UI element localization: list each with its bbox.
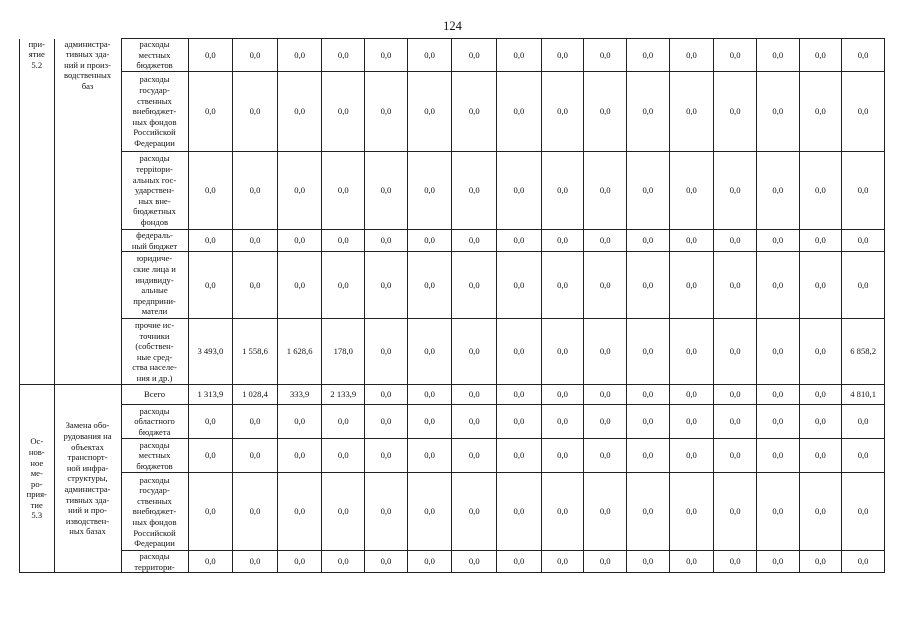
funding-source-label: расходы государ- ственных внебюджет- ных фондов Российской Федерации bbox=[132, 474, 177, 549]
value-cell: 0,0 bbox=[714, 72, 757, 152]
value-cell: 1 628,6 bbox=[277, 319, 322, 385]
value-cell: 0,0 bbox=[541, 319, 584, 385]
value-cell: 0,0 bbox=[452, 39, 497, 72]
funding-source-label: федераль- ный бюджет bbox=[131, 230, 178, 251]
section-description: Замена обо- рудования на объектах транспорт- ной инфра- структуры, администра- тивных зда- ний и про- изводствен- ных базах bbox=[54, 385, 121, 573]
value-cell: 0,0 bbox=[407, 39, 452, 72]
value-cell: 0,0 bbox=[714, 230, 757, 252]
value-cell: 0,0 bbox=[627, 385, 670, 405]
value-cell: 0,0 bbox=[233, 439, 278, 473]
funding-source-label: Всего bbox=[143, 389, 166, 400]
budget-table bbox=[19, 38, 885, 573]
value-cell: 333,9 bbox=[277, 385, 322, 405]
value-cell: 0,0 bbox=[584, 551, 627, 573]
value-cell: 0,0 bbox=[714, 39, 757, 72]
value-cell: 1 313,9 bbox=[188, 385, 233, 405]
value-cell: 0,0 bbox=[799, 405, 842, 439]
value-cell: 0,0 bbox=[407, 385, 452, 405]
value-cell: 0,0 bbox=[365, 152, 408, 230]
value-cell: 178,0 bbox=[322, 319, 365, 385]
value-cell: 0,0 bbox=[842, 439, 885, 473]
funding-source bbox=[121, 473, 188, 551]
value-cell: 0,0 bbox=[799, 252, 842, 319]
table-row bbox=[20, 230, 885, 252]
value-cell: 0,0 bbox=[365, 72, 408, 152]
value-cell: 0,0 bbox=[365, 230, 408, 252]
value-cell: 0,0 bbox=[322, 152, 365, 230]
value-cell: 0,0 bbox=[799, 439, 842, 473]
value-cell: 0,0 bbox=[407, 439, 452, 473]
value-cell: 0,0 bbox=[365, 473, 408, 551]
value-cell: 0,0 bbox=[842, 230, 885, 252]
value-cell: 0,0 bbox=[497, 319, 542, 385]
value-cell: 0,0 bbox=[541, 230, 584, 252]
value-cell: 0,0 bbox=[277, 439, 322, 473]
value-cell: 0,0 bbox=[188, 39, 233, 72]
value-cell: 0,0 bbox=[407, 72, 452, 152]
value-cell: 0,0 bbox=[584, 385, 627, 405]
value-cell: 1 558,6 bbox=[233, 319, 278, 385]
value-cell: 0,0 bbox=[627, 439, 670, 473]
value-cell: 0,0 bbox=[714, 473, 757, 551]
value-cell: 0,0 bbox=[627, 405, 670, 439]
value-cell: 0,0 bbox=[584, 152, 627, 230]
value-cell: 0,0 bbox=[452, 72, 497, 152]
value-cell: 0,0 bbox=[365, 385, 408, 405]
value-cell: 0,0 bbox=[407, 252, 452, 319]
value-cell: 0,0 bbox=[627, 72, 670, 152]
value-cell: 0,0 bbox=[407, 230, 452, 252]
value-cell: 0,0 bbox=[452, 473, 497, 551]
value-cell: 0,0 bbox=[188, 252, 233, 319]
table-row bbox=[20, 72, 885, 152]
value-cell: 0,0 bbox=[365, 39, 408, 72]
value-cell: 0,0 bbox=[365, 405, 408, 439]
value-cell: 0,0 bbox=[233, 72, 278, 152]
value-cell: 0,0 bbox=[188, 230, 233, 252]
value-cell: 0,0 bbox=[714, 551, 757, 573]
value-cell: 0,0 bbox=[584, 39, 627, 72]
value-cell: 0,0 bbox=[322, 230, 365, 252]
value-cell: 0,0 bbox=[799, 319, 842, 385]
value-cell: 0,0 bbox=[627, 252, 670, 319]
value-cell: 0,0 bbox=[233, 551, 278, 573]
table-row bbox=[20, 405, 885, 439]
value-cell: 2 133,9 bbox=[322, 385, 365, 405]
value-cell: 0,0 bbox=[627, 230, 670, 252]
value-cell: 4 810,1 bbox=[842, 385, 885, 405]
value-cell: 0,0 bbox=[452, 152, 497, 230]
value-cell: 0,0 bbox=[842, 405, 885, 439]
funding-source-label: расходы территори- bbox=[134, 551, 175, 572]
value-cell: 0,0 bbox=[497, 439, 542, 473]
value-cell: 6 858,2 bbox=[842, 319, 885, 385]
funding-source bbox=[121, 72, 188, 152]
funding-source-label: расходы областного бюджета bbox=[134, 405, 175, 437]
value-cell: 0,0 bbox=[842, 152, 885, 230]
value-cell: 0,0 bbox=[584, 252, 627, 319]
value-cell: 0,0 bbox=[799, 230, 842, 252]
value-cell: 0,0 bbox=[669, 230, 714, 252]
value-cell: 0,0 bbox=[714, 152, 757, 230]
value-cell: 0,0 bbox=[584, 405, 627, 439]
funding-source-label: прочие ис- точники (собствен- ные сред- ства населе- ния и др.) bbox=[132, 319, 177, 383]
funding-source bbox=[121, 39, 188, 72]
value-cell: 0,0 bbox=[627, 473, 670, 551]
value-cell: 0,0 bbox=[497, 385, 542, 405]
value-cell: 0,0 bbox=[842, 252, 885, 319]
value-cell: 0,0 bbox=[188, 551, 233, 573]
value-cell: 0,0 bbox=[541, 152, 584, 230]
value-cell: 0,0 bbox=[799, 72, 842, 152]
table-row bbox=[20, 385, 885, 405]
funding-source-label: расходы террitори- альных гос- ударствен- ных вне- бюджетных фондов bbox=[132, 153, 177, 227]
value-cell: 0,0 bbox=[188, 473, 233, 551]
value-cell: 0,0 bbox=[407, 152, 452, 230]
value-cell: 0,0 bbox=[799, 39, 842, 72]
value-cell: 0,0 bbox=[627, 39, 670, 72]
section-description: администра- тивных зда- ний и произ- водственных баз bbox=[54, 39, 121, 385]
value-cell: 0,0 bbox=[756, 152, 799, 230]
value-cell: 0,0 bbox=[714, 385, 757, 405]
table-row bbox=[20, 551, 885, 573]
value-cell: 0,0 bbox=[322, 39, 365, 72]
value-cell: 0,0 bbox=[497, 473, 542, 551]
value-cell: 0,0 bbox=[497, 551, 542, 573]
value-cell: 0,0 bbox=[756, 405, 799, 439]
value-cell: 0,0 bbox=[756, 39, 799, 72]
value-cell: 0,0 bbox=[669, 551, 714, 573]
funding-source bbox=[121, 230, 188, 252]
value-cell: 0,0 bbox=[799, 551, 842, 573]
value-cell: 0,0 bbox=[541, 72, 584, 152]
value-cell: 0,0 bbox=[714, 319, 757, 385]
table-row bbox=[20, 152, 885, 230]
value-cell: 0,0 bbox=[277, 405, 322, 439]
value-cell: 0,0 bbox=[714, 439, 757, 473]
value-cell: 0,0 bbox=[669, 39, 714, 72]
value-cell: 0,0 bbox=[714, 405, 757, 439]
value-cell: 0,0 bbox=[584, 319, 627, 385]
value-cell: 1 028,4 bbox=[233, 385, 278, 405]
value-cell: 0,0 bbox=[277, 473, 322, 551]
value-cell: 0,0 bbox=[322, 72, 365, 152]
value-cell: 0,0 bbox=[627, 551, 670, 573]
value-cell: 0,0 bbox=[669, 405, 714, 439]
value-cell: 0,0 bbox=[799, 473, 842, 551]
value-cell: 3 493,0 bbox=[188, 319, 233, 385]
value-cell: 0,0 bbox=[407, 319, 452, 385]
funding-source bbox=[121, 152, 188, 230]
value-cell: 0,0 bbox=[497, 152, 542, 230]
value-cell: 0,0 bbox=[669, 319, 714, 385]
value-cell: 0,0 bbox=[669, 385, 714, 405]
value-cell: 0,0 bbox=[669, 252, 714, 319]
value-cell: 0,0 bbox=[233, 405, 278, 439]
value-cell: 0,0 bbox=[322, 405, 365, 439]
value-cell: 0,0 bbox=[233, 473, 278, 551]
value-cell: 0,0 bbox=[541, 252, 584, 319]
value-cell: 0,0 bbox=[669, 72, 714, 152]
value-cell: 0,0 bbox=[714, 252, 757, 319]
value-cell: 0,0 bbox=[627, 319, 670, 385]
value-cell: 0,0 bbox=[584, 473, 627, 551]
value-cell: 0,0 bbox=[842, 473, 885, 551]
value-cell: 0,0 bbox=[452, 319, 497, 385]
funding-source bbox=[121, 405, 188, 439]
value-cell: 0,0 bbox=[584, 72, 627, 152]
value-cell: 0,0 bbox=[452, 230, 497, 252]
value-cell: 0,0 bbox=[541, 39, 584, 72]
value-cell: 0,0 bbox=[756, 252, 799, 319]
funding-source bbox=[121, 252, 188, 319]
value-cell: 0,0 bbox=[322, 473, 365, 551]
value-cell: 0,0 bbox=[669, 152, 714, 230]
value-cell: 0,0 bbox=[756, 473, 799, 551]
value-cell: 0,0 bbox=[188, 439, 233, 473]
value-cell: 0,0 bbox=[541, 405, 584, 439]
funding-source-label: юридиче- ские лица и индивиду- альные предприни- матели bbox=[133, 253, 176, 317]
value-cell: 0,0 bbox=[188, 72, 233, 152]
value-cell: 0,0 bbox=[322, 252, 365, 319]
value-cell: 0,0 bbox=[842, 72, 885, 152]
value-cell: 0,0 bbox=[584, 230, 627, 252]
value-cell: 0,0 bbox=[452, 385, 497, 405]
section-label: при- ятие 5.2 bbox=[20, 39, 55, 385]
funding-source bbox=[121, 551, 188, 573]
value-cell: 0,0 bbox=[277, 252, 322, 319]
value-cell: 0,0 bbox=[756, 439, 799, 473]
value-cell: 0,0 bbox=[497, 72, 542, 152]
value-cell: 0,0 bbox=[669, 439, 714, 473]
table-row bbox=[20, 473, 885, 551]
value-cell: 0,0 bbox=[277, 39, 322, 72]
value-cell: 0,0 bbox=[497, 252, 542, 319]
value-cell: 0,0 bbox=[452, 405, 497, 439]
section-label: Ос- нов- ное ме- ро- прия- тие 5.3 bbox=[20, 385, 55, 573]
funding-source bbox=[121, 319, 188, 385]
value-cell: 0,0 bbox=[277, 230, 322, 252]
funding-source-label: расходы местных бюджетов bbox=[136, 439, 173, 471]
value-cell: 0,0 bbox=[756, 72, 799, 152]
funding-source-label: расходы государ- ственных внебюджет- ных фондов Российской Федерации bbox=[132, 74, 177, 148]
value-cell: 0,0 bbox=[277, 551, 322, 573]
funding-source bbox=[121, 439, 188, 473]
funding-source bbox=[121, 385, 188, 405]
table-row bbox=[20, 39, 885, 72]
value-cell: 0,0 bbox=[541, 551, 584, 573]
value-cell: 0,0 bbox=[233, 39, 278, 72]
page-number: 124 bbox=[443, 19, 462, 33]
table-row bbox=[20, 252, 885, 319]
value-cell: 0,0 bbox=[365, 319, 408, 385]
value-cell: 0,0 bbox=[799, 385, 842, 405]
value-cell: 0,0 bbox=[452, 551, 497, 573]
value-cell: 0,0 bbox=[407, 551, 452, 573]
funding-source-label: расходы местных бюджетов bbox=[136, 39, 173, 71]
value-cell: 0,0 bbox=[541, 473, 584, 551]
value-cell: 0,0 bbox=[407, 473, 452, 551]
value-cell: 0,0 bbox=[799, 152, 842, 230]
table-row bbox=[20, 319, 885, 385]
table-row bbox=[20, 439, 885, 473]
value-cell: 0,0 bbox=[756, 319, 799, 385]
value-cell: 0,0 bbox=[541, 439, 584, 473]
value-cell: 0,0 bbox=[452, 252, 497, 319]
value-cell: 0,0 bbox=[322, 551, 365, 573]
value-cell: 0,0 bbox=[756, 385, 799, 405]
value-cell: 0,0 bbox=[407, 405, 452, 439]
value-cell: 0,0 bbox=[497, 39, 542, 72]
value-cell: 0,0 bbox=[452, 439, 497, 473]
value-cell: 0,0 bbox=[233, 252, 278, 319]
value-cell: 0,0 bbox=[497, 230, 542, 252]
value-cell: 0,0 bbox=[669, 473, 714, 551]
value-cell: 0,0 bbox=[188, 152, 233, 230]
value-cell: 0,0 bbox=[233, 230, 278, 252]
value-cell: 0,0 bbox=[277, 152, 322, 230]
value-cell: 0,0 bbox=[756, 230, 799, 252]
value-cell: 0,0 bbox=[497, 405, 542, 439]
value-cell: 0,0 bbox=[322, 439, 365, 473]
value-cell: 0,0 bbox=[365, 252, 408, 319]
value-cell: 0,0 bbox=[627, 152, 670, 230]
value-cell: 0,0 bbox=[541, 385, 584, 405]
value-cell: 0,0 bbox=[842, 39, 885, 72]
value-cell: 0,0 bbox=[188, 405, 233, 439]
value-cell: 0,0 bbox=[756, 551, 799, 573]
value-cell: 0,0 bbox=[233, 152, 278, 230]
value-cell: 0,0 bbox=[365, 439, 408, 473]
value-cell: 0,0 bbox=[365, 551, 408, 573]
value-cell: 0,0 bbox=[842, 551, 885, 573]
value-cell: 0,0 bbox=[277, 72, 322, 152]
value-cell: 0,0 bbox=[584, 439, 627, 473]
